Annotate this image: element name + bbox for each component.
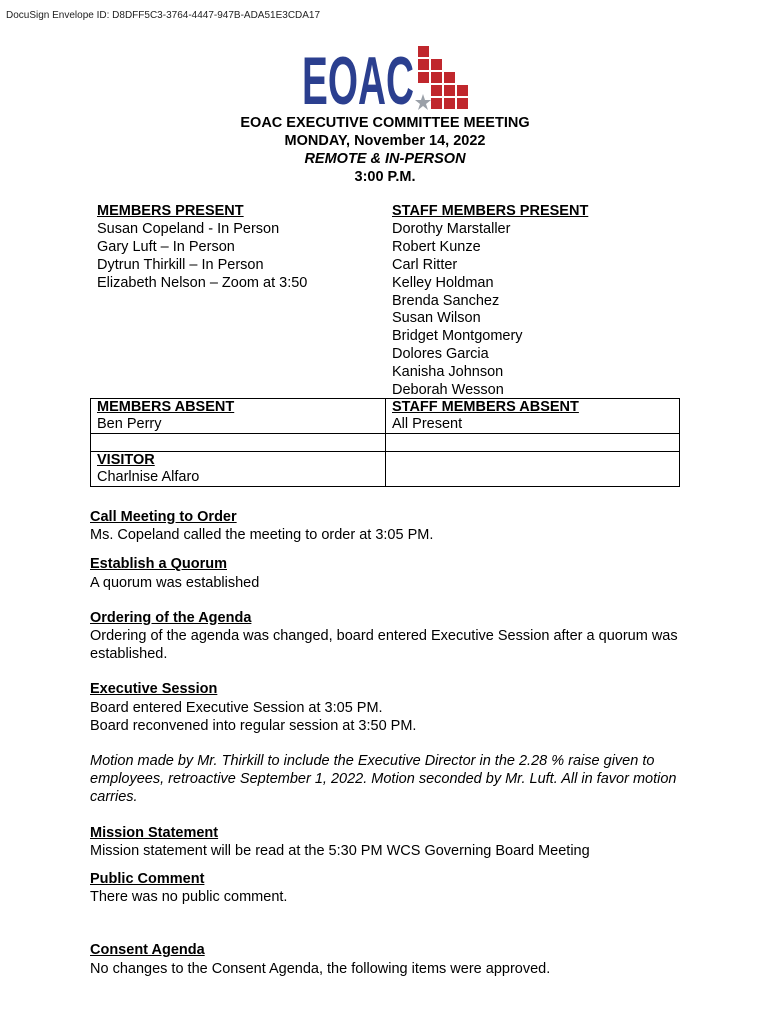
section-title: Mission Statement <box>90 824 219 841</box>
section-text: No changes to the Consent Agenda, the following items were approved. <box>90 960 551 977</box>
meeting-title: EOAC EXECUTIVE COMMITTEE MEETING <box>240 115 530 131</box>
member-name: Gary Luft – In Person <box>97 238 235 255</box>
logo-text: EOAC <box>302 43 414 119</box>
staff-name: Kanisha Johnson <box>392 364 504 381</box>
section-text: Board entered Executive Session at 3:05 PM. <box>90 699 383 716</box>
member-name: Susan Copeland - In Person <box>97 220 280 237</box>
staff-name: Brenda Sanchez <box>392 292 500 309</box>
staff-name: Deborah Wesson <box>392 382 504 399</box>
section-quorum <box>90 555 690 591</box>
section-title: Executive Session <box>90 681 218 698</box>
section-public <box>90 870 690 906</box>
staff-name: Carl Ritter <box>392 256 458 273</box>
visitor-heading: VISITOR <box>97 452 155 468</box>
meeting-time: 3:00 P.M. <box>354 169 416 185</box>
section-title: Establish a Quorum <box>90 556 227 573</box>
table-row <box>91 399 680 434</box>
staff-name: Dorothy Marstaller <box>392 220 511 237</box>
section-title: Ordering of the Agenda <box>90 609 252 626</box>
section-executive <box>90 680 690 806</box>
staff-absent-value: All Present <box>392 416 463 432</box>
meeting-header <box>0 114 770 186</box>
meeting-mode: REMOTE & IN-PERSON <box>304 151 466 167</box>
section-consent <box>90 941 690 977</box>
section-call <box>90 508 690 544</box>
minutes-body <box>90 508 690 978</box>
members-absent-value: Ben Perry <box>97 416 162 432</box>
meeting-date: MONDAY, November 14, 2022 <box>284 133 486 149</box>
envelope-id: DocuSign Envelope ID: D8DFF5C3-3764-4447-947B-ADA51E3CDA17 <box>6 10 321 21</box>
section-title: Call Meeting to Order <box>90 509 237 525</box>
members-present-heading: MEMBERS PRESENT <box>97 203 244 219</box>
staff-name: Kelley Holdman <box>392 274 494 291</box>
table-row <box>91 434 680 452</box>
stacked-blocks-star-icon <box>302 42 472 119</box>
section-title: Consent Agenda <box>90 942 205 959</box>
staff-name: Bridget Montgomery <box>392 328 523 345</box>
attendance-table <box>90 398 680 487</box>
members-absent-heading: MEMBERS ABSENT <box>97 399 235 415</box>
section-text: Mission statement will be read at the 5:30 PM WCS Governing Board Meeting <box>90 842 590 859</box>
section-text: Ordering of the agenda was changed, board entered Executive Session after a quorum was established. <box>90 628 678 663</box>
staff-present-heading: STAFF MEMBERS PRESENT <box>392 203 589 219</box>
staff-name: Robert Kunze <box>392 238 481 255</box>
section-title: Public Comment <box>90 871 205 888</box>
section-text: Ms. Copeland called the meeting to order at 3:05 PM. <box>90 527 434 544</box>
table-row <box>91 452 680 487</box>
motion-text: Motion made by Mr. Thirkill to include the Executive Director in the 2.28 % raise given to employees, retroactive September 1, 2022. Motion seconded by Mr. Luft. All in favor motion carries. <box>90 753 677 806</box>
section-agenda <box>90 609 690 664</box>
eoac-logo <box>302 42 472 119</box>
section-text: There was no public comment. <box>90 889 288 906</box>
staff-name: Dolores Garcia <box>392 346 489 363</box>
member-name: Dytrun Thirkill – In Person <box>97 256 264 273</box>
section-mission <box>90 824 690 860</box>
member-name: Elizabeth Nelson – Zoom at 3:50 <box>97 274 308 291</box>
visitor-value: Charlnise Alfaro <box>97 469 200 485</box>
staff-absent-heading: STAFF MEMBERS ABSENT <box>392 399 579 415</box>
staff-present <box>392 203 588 400</box>
section-text: Board reconvened into regular session at 3:50 PM. <box>90 717 417 734</box>
section-text: A quorum was established <box>90 574 260 591</box>
members-present <box>97 203 307 293</box>
staff-name: Susan Wilson <box>392 310 481 327</box>
